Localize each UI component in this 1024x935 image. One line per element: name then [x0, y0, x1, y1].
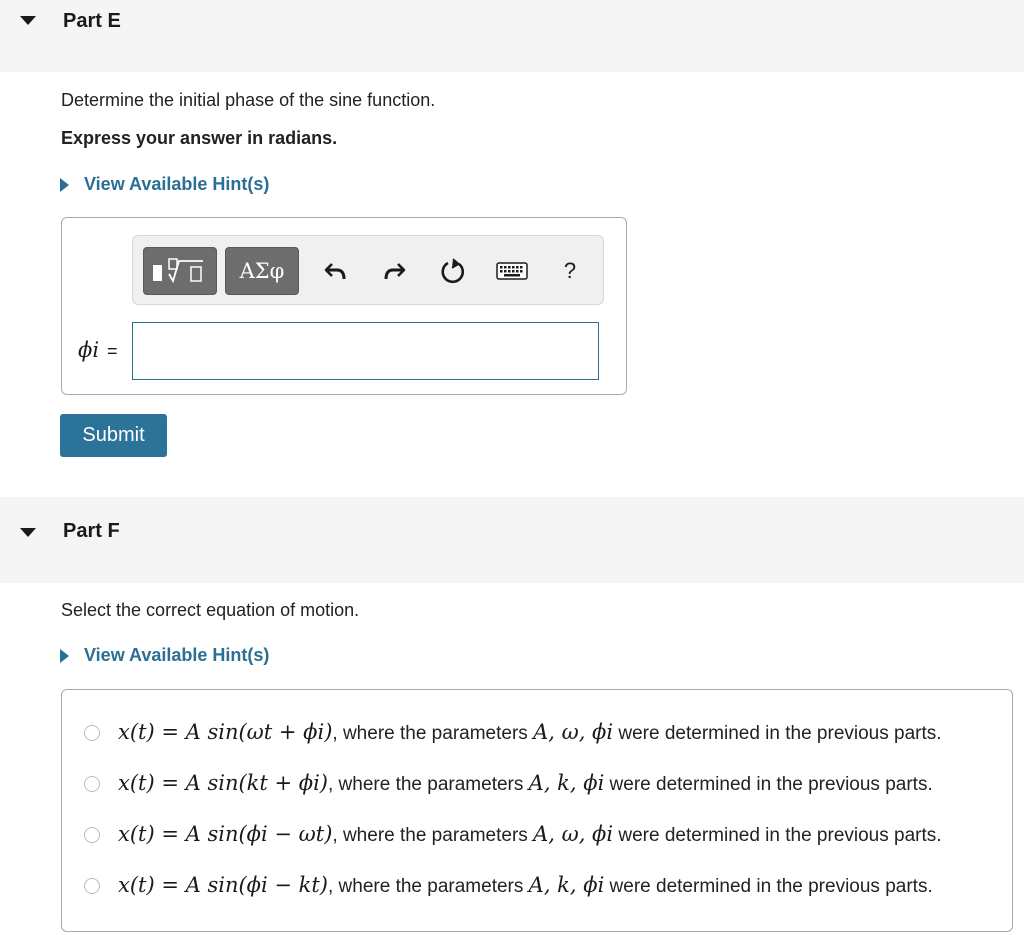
greek-symbols-label: ΑΣφ	[239, 259, 285, 283]
part-e-instruction: Express your answer in radians.	[61, 128, 338, 148]
part-f-header[interactable]	[0, 497, 1024, 583]
math-toolbar	[132, 235, 604, 305]
option-suffix: were determined in the previous parts.	[613, 825, 942, 846]
option-equation: x(t) = A sin(ωt + ϕi)	[118, 720, 333, 744]
variable-symbol: ϕi	[78, 338, 100, 362]
collapse-caret-icon[interactable]	[20, 16, 36, 25]
answer-variable-label	[78, 338, 118, 362]
option-params: A, ω, ϕi	[533, 720, 614, 744]
radio-button[interactable]	[84, 878, 100, 894]
option-3[interactable]	[84, 822, 942, 847]
help-question-icon: ?	[563, 258, 577, 283]
submit-button[interactable]: Submit	[60, 414, 167, 457]
radio-button[interactable]	[84, 725, 100, 741]
greek-symbols-button[interactable]	[225, 247, 299, 295]
part-e-hint-link[interactable]	[60, 174, 269, 195]
option-equation: x(t) = A sin(ϕi − ωt)	[118, 822, 333, 846]
option-equation: x(t) = A sin(ϕi − kt)	[118, 873, 328, 897]
equals-sign: =	[107, 341, 118, 361]
option-suffix: were determined in the previous parts.	[613, 723, 942, 744]
option-suffix: were determined in the previous parts.	[604, 876, 933, 897]
reset-icon[interactable]	[436, 254, 470, 288]
hint-label: View Available Hint(s)	[84, 174, 270, 194]
undo-icon[interactable]	[319, 254, 353, 288]
hint-label: View Available Hint(s)	[84, 645, 270, 665]
option-equation: x(t) = A sin(kt + ϕi)	[118, 771, 328, 795]
option-text: , where the parameters	[332, 723, 534, 744]
options-box	[61, 689, 1013, 932]
option-params: A, k, ϕi	[528, 873, 605, 897]
expand-triangle-icon	[60, 649, 69, 663]
radio-button[interactable]	[84, 827, 100, 843]
part-e-title: Part E	[63, 10, 121, 32]
collapse-caret-icon[interactable]	[20, 528, 36, 537]
help-button[interactable]	[553, 254, 587, 288]
option-4[interactable]	[84, 873, 933, 898]
option-1[interactable]	[84, 720, 942, 745]
part-f-question: Select the correct equation of motion.	[61, 600, 360, 620]
option-params: A, ω, ϕi	[533, 822, 614, 846]
option-params: A, k, ϕi	[528, 771, 605, 795]
answer-input[interactable]	[132, 322, 599, 380]
option-text: , where the parameters	[332, 825, 534, 846]
radio-button[interactable]	[84, 776, 100, 792]
expand-triangle-icon	[60, 178, 69, 192]
part-f-hint-link[interactable]	[60, 645, 269, 666]
templates-icon	[149, 256, 211, 286]
option-text: , where the parameters	[328, 774, 529, 795]
part-f-title: Part F	[63, 520, 120, 542]
option-2[interactable]	[84, 771, 933, 796]
templates-button[interactable]	[143, 247, 217, 295]
part-e-header[interactable]	[0, 0, 1024, 72]
option-suffix: were determined in the previous parts.	[604, 774, 933, 795]
redo-icon[interactable]	[377, 254, 411, 288]
keyboard-icon[interactable]	[495, 254, 529, 288]
part-e-question: Determine the initial phase of the sine function.	[61, 90, 436, 110]
option-text: , where the parameters	[328, 876, 529, 897]
answer-box	[61, 217, 627, 395]
